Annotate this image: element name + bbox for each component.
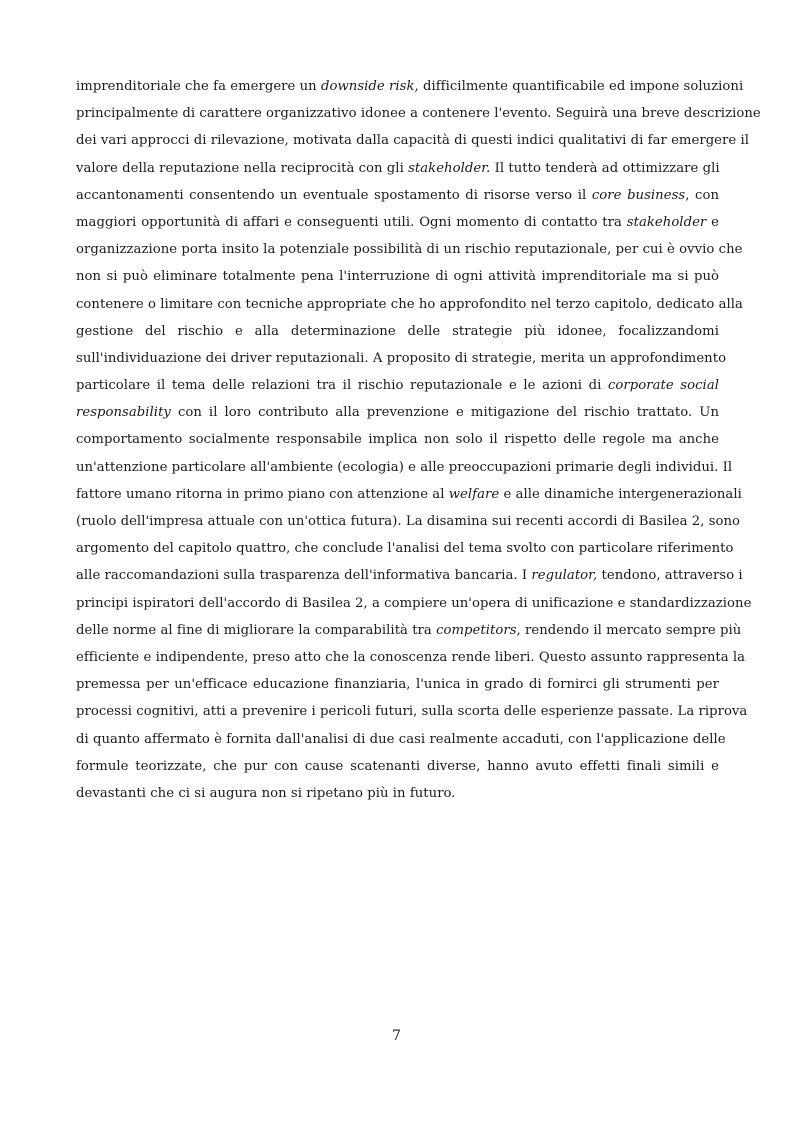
text-segment: comportamento socialmente responsabile implica non solo il rispetto delle regole ma anche xyxy=(76,432,719,448)
text-line xyxy=(76,209,719,236)
text-line xyxy=(76,318,719,345)
text-segment: principi ispiratori dell'accordo di Basilea 2, a compiere un'opera di unificazione e standardizzazione xyxy=(76,595,752,611)
text-segment: sull'individuazione dei driver reputazionali. A proposito di strategie, merita un approfondimento xyxy=(76,350,727,366)
text-line xyxy=(76,236,743,263)
text-line xyxy=(76,291,743,318)
text-segment: imprenditoriale che fa emergere un xyxy=(76,79,321,94)
text-line xyxy=(76,345,727,372)
text-segment: devastanti che ci si augura non si ripetano più in futuro. xyxy=(76,785,456,801)
italic-term: competitors xyxy=(436,622,517,638)
text-line xyxy=(76,780,719,807)
text-line xyxy=(76,399,719,426)
text-line xyxy=(76,698,748,725)
text-line xyxy=(76,372,719,399)
italic-term: core business xyxy=(591,187,686,203)
text-segment: efficiente e indipendente, preso atto che la conoscenza rende liberi. Questo assunto rappresenta la xyxy=(76,649,746,665)
text-segment: non si può eliminare totalmente pena l'interruzione di ogni attività imprenditoriale ma si può xyxy=(76,269,719,285)
text-segment: delle norme al fine di migliorare la comparabilità tra xyxy=(76,622,437,638)
italic-term: corporate social xyxy=(608,378,720,394)
text-segment: contenere o limitare con tecniche appropriate che ho approfondito nel terzo capitolo, dedicato alla xyxy=(76,296,743,312)
text-segment: dei vari approcci di rilevazione, motivata dalla capacità di questi indici qualitativi di far emergere il xyxy=(76,133,750,149)
text-line xyxy=(76,454,733,481)
text-segment: con il loro contributo alla prevenzione e mitigazione del rischio trattato. Un xyxy=(170,405,719,421)
text-line xyxy=(76,481,742,508)
text-line xyxy=(76,127,750,154)
italic-term: responsability xyxy=(76,405,171,421)
text-segment: accantonamenti consentendo un eventuale spostamento di risorse verso il xyxy=(76,187,592,203)
italic-term: stakeholder xyxy=(626,214,707,230)
text-segment: organizzazione porta insito la potenziale possibilità di un rischio reputazionale, per cui è ovvio che xyxy=(76,242,743,258)
text-line xyxy=(76,562,743,589)
text-line xyxy=(76,617,742,644)
text-segment: particolare il tema delle relazioni tra il rischio reputazionale e le azioni di xyxy=(76,378,608,394)
text-segment: di quanto affermato è fornita dall'analisi di due casi realmente accaduti, con l'applicazione delle xyxy=(76,731,726,747)
text-segment: e xyxy=(706,214,719,230)
page-number: 7 xyxy=(392,1028,401,1044)
text-line xyxy=(76,508,741,535)
text-segment: maggiori opportunità di affari e conseguenti utili. Ogni momento di contatto tra xyxy=(76,214,627,230)
italic-term: downside risk xyxy=(320,79,415,94)
text-segment: alle raccomandazioni sulla trasparenza dell'informativa bancaria. I xyxy=(76,568,532,584)
italic-term: regulator, xyxy=(531,568,598,584)
text-line xyxy=(76,155,719,182)
text-segment: processi cognitivi, atti a prevenire i pericoli futuri, sulla scorta delle esperienze passate. La riprova xyxy=(76,704,748,720)
text-line xyxy=(76,426,719,453)
body-paragraph xyxy=(76,73,761,807)
text-segment: tendono, attraverso i xyxy=(597,568,743,584)
text-line xyxy=(76,182,719,209)
text-segment: valore della reputazione nella reciprocità con gli xyxy=(76,160,409,176)
text-line xyxy=(76,100,761,127)
text-segment: un'attenzione particolare all'ambiente (ecologia) e alle preoccupazioni primarie degli individui. Il xyxy=(76,459,733,475)
text-segment: premessa per un'efficace educazione finanziaria, l'unica in grado di fornirci gli strumenti per xyxy=(76,677,719,693)
text-segment: argomento del capitolo quattro, che conclude l'analisi del tema svolto con particolare riferimento xyxy=(76,541,734,557)
text-segment: gestione del rischio e alla determinazione delle strategie più idonee, focalizzandomi xyxy=(76,323,719,339)
text-segment: Il tutto tenderà ad ottimizzare gli xyxy=(490,160,720,176)
text-line xyxy=(76,263,719,290)
text-line xyxy=(76,726,726,753)
text-line xyxy=(76,644,746,671)
text-segment: , con xyxy=(685,187,719,203)
text-segment: e alle dinamiche intergenerazionali xyxy=(499,486,742,502)
text-segment: principalmente di carattere organizzativo idonee a contenere l'evento. Seguirà una breve descrizione xyxy=(76,106,761,122)
text-segment: fattore umano ritorna in primo piano con attenzione al xyxy=(76,486,449,502)
text-line xyxy=(76,535,734,562)
text-line xyxy=(76,753,719,780)
italic-term: stakeholder. xyxy=(408,160,491,176)
text-segment: , difficilmente quantificabile ed impone soluzioni xyxy=(414,79,744,94)
text-segment: (ruolo dell'impresa attuale con un'ottica futura). La disamina sui recenti accordi di Basilea 2, sono xyxy=(76,514,741,529)
text-line xyxy=(76,671,719,698)
text-segment: formule teorizzate, che pur con cause scatenanti diverse, hanno avuto effetti finali simili e xyxy=(76,758,719,774)
text-segment: , rendendo il mercato sempre più xyxy=(516,622,742,638)
italic-term: welfare xyxy=(448,486,500,502)
text-line xyxy=(76,73,744,100)
text-line xyxy=(76,590,752,617)
